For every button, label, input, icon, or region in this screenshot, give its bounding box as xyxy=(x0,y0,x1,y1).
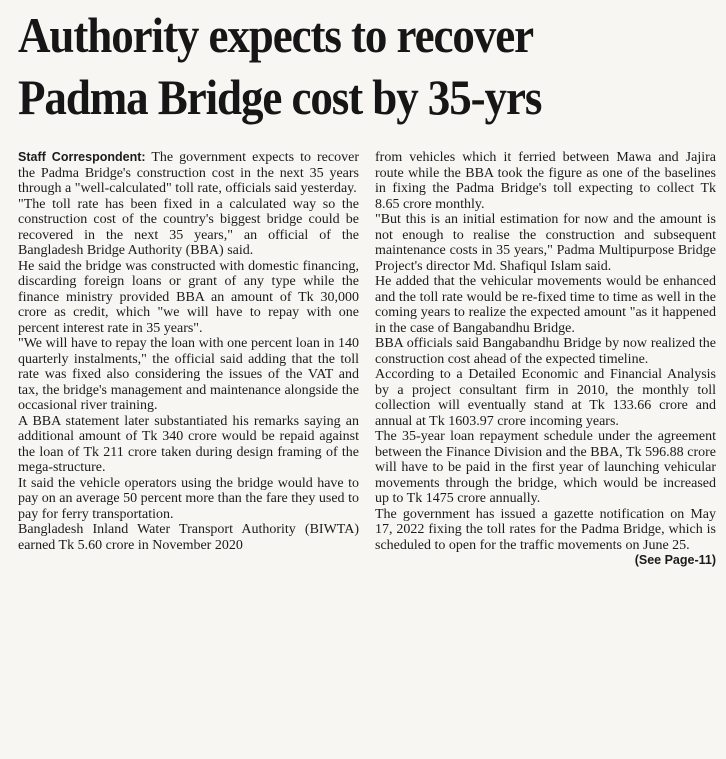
see-page-reference: (See Page-11) xyxy=(634,553,716,567)
paragraph: BBA officials said Bangabandhu Bridge by now realized the construction cost ahead of the expected timeline. xyxy=(375,336,716,367)
paragraph: "But this is an initial estimation for now and the amount is not enough to realise the construction and subsequent maintenance costs in 35 years," Padma Multipurpose Bridge Project's director Md. Shafiqul Islam said. xyxy=(375,212,716,274)
article-column-1 xyxy=(18,150,359,569)
paragraph: According to a Detailed Economic and Financial Analysis by a project consultant firm in 2010, the monthly toll collection will eventually stand at Tk 133.66 crore and annual at Tk 1603.97 crore incoming years. xyxy=(375,367,716,429)
paragraph: The 35-year loan repayment schedule under the agreement between the Finance Division and the BBA, Tk 596.88 crore will have to be paid in the first year of launching vehicular movements through the bridge, which would be increased up to Tk 1475 crore annually. xyxy=(375,429,716,506)
paragraph: Bangladesh Inland Water Transport Authority (BIWTA) earned Tk 5.60 crore in November 2020 xyxy=(18,522,359,553)
byline: Staff Correspondent: xyxy=(18,150,146,164)
paragraph: "The toll rate has been fixed in a calculated way so the construction cost of the country's biggest bridge could be recovered in the next 35 years," an official of the Bangladesh Bridge Authority (BBA) said. xyxy=(18,196,359,258)
headline xyxy=(18,0,646,128)
article-column-2 xyxy=(375,150,716,569)
paragraph: He said the bridge was constructed with domestic financing, discarding foreign loans or grant of any type while the finance ministry provided BBA an amount of Tk 30,000 crore as credit, which "we will have to repay with one percent interest rate in 35 years". xyxy=(18,258,359,336)
paragraph-text: The government has issued a gazette notification on May 17, 2022 fixing the toll rates for the Padma Bridge, which is scheduled to open for the traffic movements on June 25. xyxy=(375,506,716,553)
paragraph: "We will have to repay the loan with one percent loan in 140 quarterly instalments," the official said adding that the toll rate was fixed also considering the issues of the VAT and tax, the bridge's management and maintenance alongside the occasional river training. xyxy=(18,336,359,413)
paragraph: He added that the vehicular movements would be enhanced and the toll rate would be re-fixed time to time as well in the coming years to realize the expected amount "as it happened in the case of Bangabandhu Bridge. xyxy=(375,274,716,336)
paragraph xyxy=(375,506,716,567)
headline-line-1: Authority expects to recover xyxy=(18,7,533,63)
paragraph-text: The government expects to recover the Padma Bridge's construction cost in the next 35 years through a "well-calculated" toll rate, officials said yesterday. xyxy=(18,150,359,196)
paragraph: from vehicles which it ferried between Mawa and Jajira route while the BBA took the figure as one of the baselines in fixing the Padma Bridge's toll expecting to collect Tk 8.65 crore monthly. xyxy=(375,150,716,212)
headline-line-2: Padma Bridge cost by 35-yrs xyxy=(18,69,542,125)
article-body xyxy=(18,150,716,569)
paragraph: It said the vehicle operators using the bridge would have to pay on an average 50 percent more than the fare they used to pay for ferry transportation. xyxy=(18,475,359,522)
paragraph xyxy=(18,150,359,197)
paragraph: A BBA statement later substantiated his remarks saying an additional amount of Tk 340 crore would be repaid against the loan of Tk 211 crore taken during design framing of the mega-structure. xyxy=(18,413,359,475)
